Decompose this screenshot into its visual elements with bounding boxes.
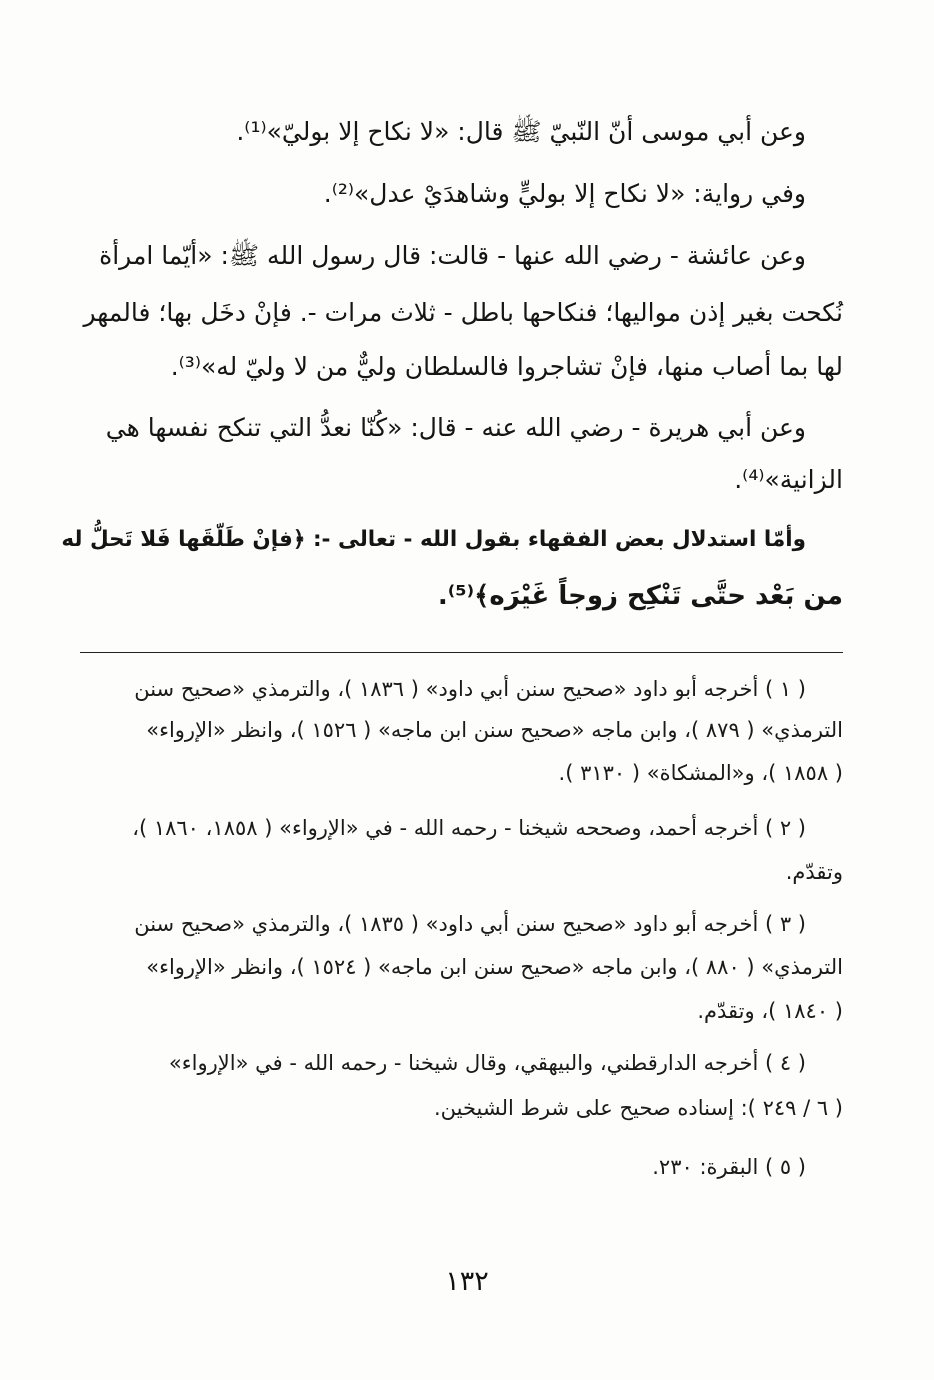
footnote-line: الترمذي» ( ٨٧٩ )، وابن ماجه «صحيح سنن ابن ماجه» ( ١٥٢٦ )، وانظر «الإرواء» <box>146 718 843 742</box>
footnote-line: ( ٤ ) أخرجه الدارقطني، والبيهقي، وقال شيخنا - رحمه الله - في «الإرواء» <box>168 1051 806 1075</box>
footnote-separator <box>80 652 843 653</box>
body-line: من بَعْد حتَّى تَنْكِح زوجاً غَيْرَه﴾⁽⁵⁾. <box>437 581 843 611</box>
body-line: الزانية»⁽⁴⁾. <box>734 465 843 494</box>
footnote-line: ( ٦ / ٢٤٩ ): إسناده صحيح على شرط الشيخين. <box>433 1096 843 1120</box>
body-line: وعن أبي موسى أنّ النّبيّ ﷺ قال: «لا نكاح إلا بوليّ»⁽¹⁾. <box>236 117 806 146</box>
body-line: وفي رواية: «لا نكاح إلا بوليٍّ وشاهدَيْ عدل»⁽²⁾. <box>323 179 806 208</box>
footnote-line: ( ٣ ) أخرجه أبو داود «صحيح سنن أبي داود» ( ١٨٣٥ )، والترمذي «صحيح سنن <box>134 912 806 936</box>
footnote-line: ( ٥ ) البقرة: ٢٣٠. <box>652 1155 806 1179</box>
footnote-line: ( ٢ ) أخرجه أحمد، وصححه شيخنا - رحمه الله - في «الإرواء» ( ١٨٥٨، ١٨٦٠ )، <box>132 816 806 840</box>
page-number: ١٣٢ <box>445 1266 489 1297</box>
footnote-line: ( ١٨٥٨ )، و«المشكاة» ( ٣١٣٠ ). <box>558 761 843 785</box>
footnote-line: ( ١ ) أخرجه أبو داود «صحيح سنن أبي داود» ( ١٨٣٦ )، والترمذي «صحيح سنن <box>134 677 806 701</box>
body-line: لها بما أصاب منها، فإنْ تشاجروا فالسلطان وليٌّ من لا وليّ له»⁽³⁾. <box>170 352 843 381</box>
body-line: وعن عائشة - رضي الله عنها - قالت: قال رسول الله ﷺ: «أيّما امرأة <box>99 241 806 270</box>
footnote-line: وتقدّم. <box>785 860 843 884</box>
footnote-line: ( ١٨٤٠ )، وتقدّم. <box>697 999 843 1023</box>
footnote-line: الترمذي» ( ٨٨٠ )، وابن ماجه «صحيح سنن ابن ماجه» ( ١٥٢٤ )، وانظر «الإرواء» <box>146 955 843 979</box>
body-line: وعن أبي هريرة - رضي الله عنه - قال: «كُنّا نعدُّ التي تنكح نفسها هي <box>105 413 806 442</box>
body-line: وأمّا استدلال بعض الفقهاء بقول الله - تعالى -: ﴿فإنْ طَلّقَها فَلا تَحلُّ له <box>61 527 806 552</box>
body-line: نُكحت بغير إذن مواليها؛ فنكاحها باطل - ثلاث مرات -. فإنْ دخَل بها؛ فالمهر <box>83 298 843 327</box>
